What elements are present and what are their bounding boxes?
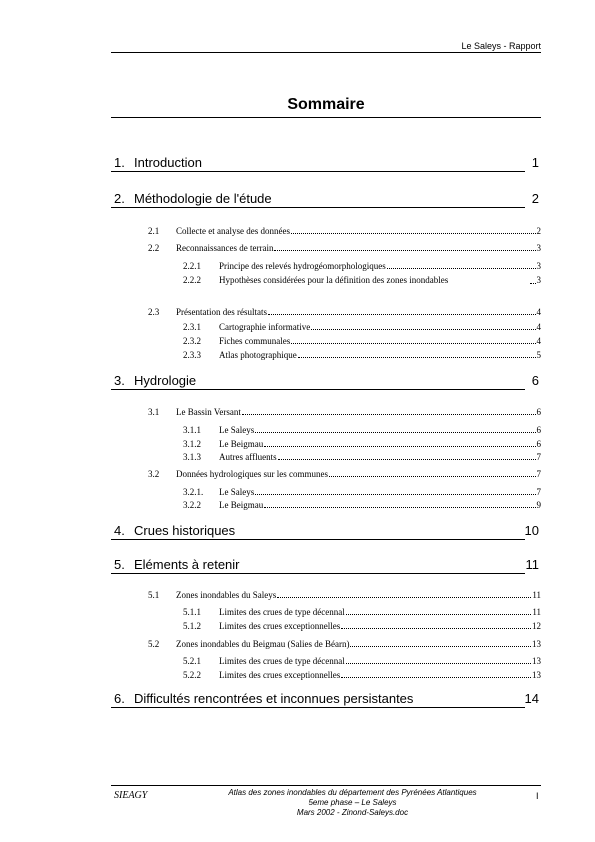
toc-number: 5. (114, 557, 125, 572)
toc-page: 3 (536, 275, 541, 285)
running-header: Le Saleys - Rapport (461, 41, 541, 51)
toc-number: 3.1.1 (183, 425, 201, 435)
toc-section-6[interactable] (111, 691, 541, 708)
toc-label: Eléments à retenir (134, 557, 240, 572)
toc-page: 11 (525, 557, 539, 572)
toc-leader (277, 596, 531, 598)
toc-entry-5-2[interactable] (148, 637, 541, 649)
toc-section-2[interactable] (111, 191, 541, 208)
toc-number: 2.1 (148, 226, 160, 236)
toc-page: 3 (536, 243, 541, 253)
toc-label: Données hydrologiques sur les communes (176, 469, 328, 479)
toc-page: 13 (532, 656, 541, 666)
toc-entry-3-1-3[interactable] (183, 450, 541, 462)
toc-label: Limites des crues exceptionnelles (219, 670, 341, 680)
toc-page: 7 (536, 452, 541, 462)
toc-label: Autres affluents (219, 452, 277, 462)
toc-entry-3-2-1[interactable] (183, 485, 541, 497)
toc-entry-5-2-1[interactable] (183, 654, 541, 666)
footer-text (180, 788, 525, 818)
toc-leader (255, 493, 535, 495)
toc-number: 3.1.2 (183, 439, 201, 449)
toc-entry-5-1-2[interactable] (183, 619, 541, 631)
toc-page: 2 (536, 226, 541, 236)
toc-leader (346, 613, 532, 615)
footer-line-1: Atlas des zones inondables du département des Pyrénées Atlantiques (228, 788, 477, 797)
toc-label: Méthodologie de l'étude (134, 191, 272, 206)
toc-entry-5-1-1[interactable] (183, 605, 541, 617)
toc-number: 3.2.2 (183, 500, 201, 510)
toc-section-1[interactable] (111, 155, 541, 172)
toc-label: Le Beigmau (219, 439, 264, 449)
toc-leader (255, 431, 535, 433)
toc-underline (111, 707, 525, 708)
toc-label: Le Saleys (219, 425, 255, 435)
toc-entry-5-1[interactable] (148, 588, 541, 600)
toc-entry-2-2[interactable] (148, 241, 541, 253)
toc-page: 7 (536, 487, 541, 497)
toc-label: Fiches communales (219, 336, 291, 346)
toc-section-5[interactable] (111, 557, 541, 574)
toc-label: Principe des relevés hydrogéomorphologiques (219, 261, 386, 271)
toc-entry-2-3-2[interactable] (183, 334, 541, 346)
toc-number: 2.3.1 (183, 322, 201, 332)
toc-underline (111, 573, 525, 574)
toc-number: 2.2 (148, 243, 160, 253)
toc-leader (329, 475, 536, 477)
toc-number: 2.2.2 (183, 275, 201, 285)
toc-number: 2.3 (148, 307, 160, 317)
toc-label: Zones inondables du Saleys (176, 590, 277, 600)
toc-number: 5.1 (148, 590, 160, 600)
toc-label: Limites des crues de type décennal (219, 656, 345, 666)
toc-leader (346, 662, 531, 664)
toc-label: Le Bassin Versant (176, 407, 241, 417)
toc-number: 3.2 (148, 469, 160, 479)
toc-number: 5.2 (148, 639, 160, 649)
toc-label: Hypothèses considérées pour la définition des zones inondables (219, 275, 449, 285)
toc-page: 1 (531, 155, 539, 170)
toc-leader (350, 645, 531, 647)
toc-leader (341, 627, 531, 629)
toc-leader (341, 676, 531, 678)
toc-entry-3-1[interactable] (148, 405, 541, 417)
toc-entry-2-2-2[interactable] (183, 274, 541, 287)
toc-label: Difficultés rencontrées et inconnues persistantes (134, 691, 414, 706)
toc-page: 6 (536, 439, 541, 449)
toc-leader (530, 283, 536, 284)
toc-entry-2-3-3[interactable] (183, 348, 541, 360)
toc-page: 9 (536, 500, 541, 510)
toc-page: 2 (531, 191, 539, 206)
toc-label: Cartographie informative (219, 322, 311, 332)
toc-leader (278, 458, 536, 460)
toc-number: 3. (114, 373, 125, 388)
toc-entry-2-1[interactable] (148, 224, 541, 236)
toc-underline (111, 389, 525, 390)
toc-number: 4. (114, 523, 125, 538)
footer-line-3: Mars 2002 - Zinond-Saleys.doc (296, 808, 409, 817)
toc-label: Zones inondables du Beigmau (Salies de Béarn) (176, 639, 350, 649)
toc-number: 2. (114, 191, 125, 206)
toc-leader (268, 313, 536, 315)
toc-leader (274, 249, 535, 251)
toc-label: Hydrologie (134, 373, 197, 388)
toc-page: 13 (532, 670, 541, 680)
toc-page: 6 (536, 425, 541, 435)
toc-entry-3-1-1[interactable] (183, 423, 541, 435)
toc-entry-2-2-1[interactable] (183, 259, 541, 271)
toc-section-3[interactable] (111, 373, 541, 390)
toc-label: Limites des crues exceptionnelles (219, 621, 341, 631)
toc-leader (242, 413, 536, 415)
toc-label: Le Beigmau (219, 500, 264, 510)
toc-entry-2-3[interactable] (148, 305, 541, 317)
toc-page: 11 (532, 607, 541, 617)
toc-label: Collecte et analyse des données (176, 226, 290, 236)
toc-number: 2.3.2 (183, 336, 201, 346)
toc-entry-3-1-2[interactable] (183, 437, 541, 449)
footer-logo: SIEAGY (114, 790, 148, 801)
footer-rule (111, 785, 541, 786)
toc-page: 4 (536, 336, 541, 346)
toc-page: 12 (532, 621, 541, 631)
toc-section-4[interactable] (111, 523, 541, 540)
toc-number: 3.1 (148, 407, 160, 417)
toc-leader (264, 445, 535, 447)
toc-entry-3-2[interactable] (148, 467, 541, 479)
toc-page: 4 (536, 307, 541, 317)
toc-label: Atlas photographique (219, 350, 297, 360)
toc-underline (111, 171, 525, 172)
toc-page: 13 (532, 639, 541, 649)
toc-leader (264, 506, 535, 508)
toc-page: 7 (536, 469, 541, 479)
toc-number: 2.3.3 (183, 350, 201, 360)
toc-label: Présentation des résultats (176, 307, 267, 317)
toc-page: 5 (536, 350, 541, 360)
title-rule (111, 117, 541, 118)
toc-leader (298, 356, 536, 358)
toc-number: 5.1.2 (183, 621, 201, 631)
toc-entry-3-2-2[interactable] (183, 498, 541, 510)
toc-number: 1. (114, 155, 125, 170)
toc-number: 5.1.1 (183, 607, 201, 617)
toc-label: Reconnaissances de terrain (176, 243, 274, 253)
toc-page: 10 (524, 523, 539, 538)
header-rule (111, 52, 541, 53)
toc-underline (111, 539, 525, 540)
toc-label: Limites des crues de type décennal (219, 607, 345, 617)
toc-number: 3.1.3 (183, 452, 201, 462)
footer-line-2: 5eme phase – Le Saleys (308, 798, 397, 807)
toc-label: Crues historiques (134, 523, 236, 538)
toc-number: 6. (114, 691, 125, 706)
toc-page: 11 (532, 590, 541, 600)
toc-page: 3 (536, 261, 541, 271)
toc-entry-5-2-2[interactable] (183, 668, 541, 680)
page-title: Sommaire (287, 96, 365, 113)
toc-page: 14 (524, 691, 539, 706)
toc-leader (291, 232, 536, 234)
toc-page: 6 (536, 407, 541, 417)
toc-underline (111, 207, 525, 208)
toc-entry-2-3-1[interactable] (183, 320, 541, 332)
toc-leader (387, 267, 536, 269)
toc-page: 4 (536, 322, 541, 332)
toc-label: Introduction (134, 155, 202, 170)
toc-number: 5.2.1 (183, 656, 201, 666)
toc-number: 2.2.1 (183, 261, 201, 271)
toc-leader (291, 342, 535, 344)
toc-number: 5.2.2 (183, 670, 201, 680)
toc-leader (311, 328, 535, 330)
toc-label: Le Saleys (219, 487, 255, 497)
page-number: I (536, 791, 539, 801)
toc-page: 6 (531, 373, 539, 388)
toc-number: 3.2.1. (183, 487, 204, 497)
